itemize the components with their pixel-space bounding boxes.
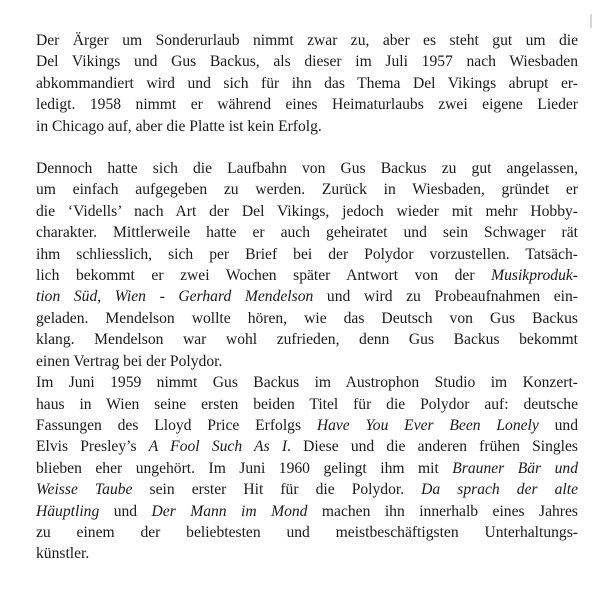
text-line [36,308,578,329]
text-line [36,415,578,436]
body-text: Fassungen des Lloyd Price Erfolgs [36,416,317,434]
body-text: blieben eher ungehört. Im Juni 1960 gelingt ihm mit [36,459,453,477]
body-text: die ‘Vidells’ nach Art der Del Vikings, jedoch wieder mit mehr Hobby- [36,202,578,220]
italic-title-text: Weisse Taube [36,481,133,499]
paragraph [36,158,578,372]
body-text: . Diese und die anderen frühen Singles [287,438,578,456]
text-line [36,329,578,350]
body-text: und wird zu Probeaufnahmen ein- [313,288,578,306]
document-page [36,30,578,565]
body-text: Im Juni 1959 nimmt Gus Backus im Austrophon Studio im Konzert- [36,374,578,392]
text-line [36,436,578,457]
text-line [36,286,578,307]
text-line [36,116,578,137]
text-line [36,201,578,222]
text-line [36,73,578,94]
body-text: charakter. Mittlerweile hatte er auch geheiratet und sein Schwager rät [36,224,578,242]
body-text: sein erster Hit für die Polydor. [132,481,422,499]
italic-title-text: Der Mann im Mond [151,502,308,520]
text-line [36,179,578,200]
text-line [36,501,578,522]
body-text: lich bekommt er zwei Wochen später Antwort von der [36,267,492,285]
body-text: und [538,416,579,434]
text-line [36,265,578,286]
body-text: einen Vertrag bei der Polydor. [36,352,223,370]
text-line [36,372,578,393]
paragraph [36,372,578,565]
body-text: Der Ärger um Sonderurlaub nimmt zwar zu, aber es steht gut um die [36,32,578,49]
body-text: haus in Wien seine ersten beiden Titel für die Polydor auf: deutsche [36,395,578,413]
italic-title-text: Brauner Bär und [452,459,579,477]
text-line [36,351,578,372]
italic-title-text: Have You Ever Been Lonely [316,416,539,434]
body-text: um einfach aufgegeben zu werden. Zurück in Wiesbaden, gründet er [36,181,578,199]
body-text: Elvis Presley’s [36,438,149,456]
italic-title-text: Da sprach der alte [421,481,578,499]
text-line [36,158,578,179]
body-text: abkommandiert wird und sich für ihn das Thema Del Vikings abrupt er- [36,74,578,92]
text-line [36,51,578,72]
body-text: ihm schliesslich, sich per Brief bei der Polydor vorzustellen. Tatsäch- [36,245,578,263]
paragraph [36,30,578,137]
body-text: geladen. Mendelson wollte hören, wie das Deutsch von Gus Backus [36,309,578,327]
text-line [36,522,578,543]
text-line [36,94,578,115]
body-text: in Chicago auf, aber die Platte ist kein Erfolg. [36,117,322,135]
italic-title-text: Häuptling [36,502,100,520]
body-text: Dennoch hatte sich die Laufbahn von Gus Backus zu gut angelassen, [36,160,578,178]
text-line [36,222,578,243]
text-line [36,543,578,564]
body-text: Del Vikings und Gus Backus, als dieser im Juli 1957 nach Wiesbaden [36,53,578,71]
body-text: zu einem der beliebtesten und meistbeschäftigsten Unterhaltungs- [36,523,578,541]
text-line [36,394,578,415]
body-text: und [99,502,152,520]
scan-edge-mark [590,14,592,28]
text-line [36,479,578,500]
text-line [36,244,578,265]
body-text: machen ihn innerhalb eines Jahres [307,502,578,520]
text-line [36,458,578,479]
body-text: ledigt. 1958 nimmt er während eines Heimaturlaubs zwei eigene Lieder [36,96,578,114]
italic-title-text: tion Süd, Wien - Gerhard Mendelson [36,288,314,306]
body-text: klang. Mendelson war wohl zufrieden, denn Gus Backus bekommt [36,331,578,349]
italic-title-text: Musikproduk- [491,267,578,285]
body-text: künstler. [36,545,90,563]
text-line [36,30,578,51]
italic-title-text: A Fool Such As I [148,438,288,456]
